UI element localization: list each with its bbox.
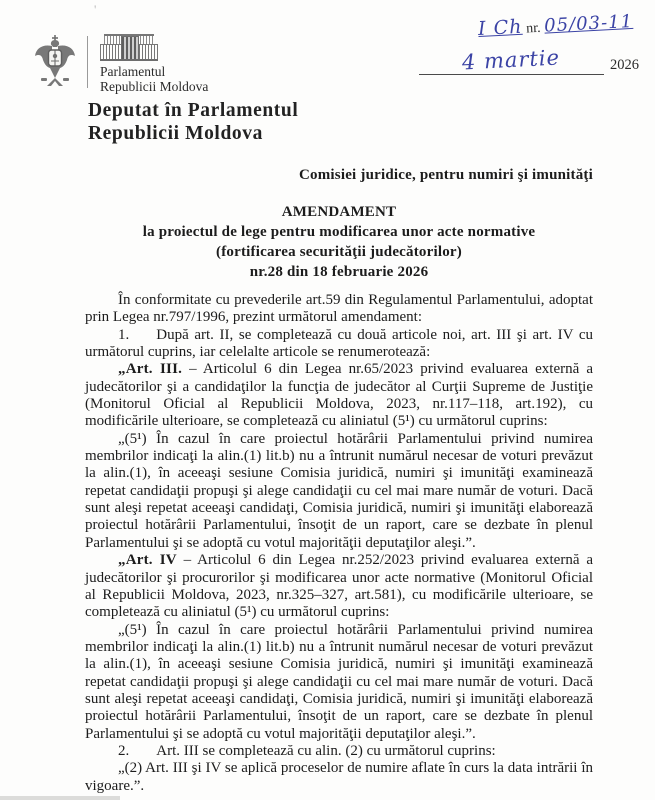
doc-title-line4: nr.28 din 18 februarie 2026 [249, 264, 429, 280]
art-3-lead: „Art. III. [118, 361, 183, 378]
item-1-number: 1. [118, 326, 130, 343]
org-name-line2: Republicii Moldova [100, 79, 209, 94]
item-2-number: 2. [118, 742, 130, 759]
letterhead-divider [87, 36, 88, 88]
item-2-text: Art. III se completează cu alin. (2) cu următorul cuprins: [156, 742, 496, 759]
registration-prefix-handwritten: I Ch [477, 15, 523, 41]
document-body [85, 292, 593, 795]
item-1-paragraph [85, 327, 593, 362]
letterhead-title-line1: Deputat în Parlamentul [88, 100, 299, 121]
scan-edge-artifact [0, 796, 120, 800]
art-4-paragraph [85, 552, 593, 621]
letterhead-title-line2: Republicii Moldova [88, 123, 263, 144]
art-4-text: – Articolul 6 din Legea nr.252/2023 privind evaluarea externă a judecătorilor şi procurorilor şi modificarea unor acte normative (Monitorul Oficial al Republicii Moldova, 2023, nr.325–327, art.581), cu modificările ulterioare, se completează cu aliniatul (5¹) cu următorul cuprins: [85, 552, 593, 621]
art-3-text: – Articolul 6 din Legea nr.65/2023 privind evaluarea externă a judecătorilor şi a candidaţilor la funcţia de judecător al Curţii Supreme de Justiţie (Monitorul Oficial al Republicii Moldova, 2023, nr.117–118, art.192), cu modificările ulterioare, se completează cu aliniatul (5¹) cu următorul cuprins: [85, 361, 593, 430]
doc-title-line2: la proiectul de lege pentru modificarea unor acte normative [142, 224, 536, 240]
doc-title-line3: (fortificarea securităţii judecătorilor) [216, 244, 462, 260]
letterhead-title [88, 99, 298, 145]
year-printed: 2026 [610, 57, 639, 73]
date-handwritten: 4 martie [461, 45, 562, 75]
addressee: Comisiei juridice, pentru numiri şi imunităţi [299, 167, 593, 183]
art-4-lead: „Art. IV [118, 552, 177, 569]
parliament-building-icon [100, 34, 158, 60]
alin-51-paragraph-1: „(5¹) În cazul în care proiectul hotărârii Parlamentului privind numirea membrilor indicaţi la alin.(1) lit.b) nu a întrunit numărul necesar de voturi prevăzut la alin.(1), în aceeaşi sesiune Comisia juridică, numiri şi imunităţi examinează repetat candidaţii propuşi şi alege candidaţii cu cel mai mare număr de voturi. Dacă sunt aleşi repetat aceeaşi candidaţi, Comisia juridică, numiri şi imunităţi elaborează proiectul hotărârii Parlamentului, însoţit de un raport, care se dezbate în plenul Parlamentului şi se adoptă cu votul majorităţii deputaţilor aleşi.”. [85, 430, 593, 551]
document-title-block [85, 202, 593, 282]
art-3-paragraph [85, 361, 593, 430]
letterhead-logo-row [33, 34, 208, 94]
registration-nr-label: nr. [525, 20, 541, 37]
date-line [419, 45, 604, 75]
alin-51-paragraph-2: „(5¹) În cazul în care proiectul hotărârii Parlamentului privind numirea membrilor indicaţi la alin.(1) lit.b) nu a întrunit numărul necesar de voturi prevăzut la alin.(1), în aceeaşi sesiune Comisia juridică, numiri şi imunităţi examinează repetat candidaţii propuşi şi alege candidaţii cu cel mai mare număr de voturi. Dacă sunt aleşi repetat aceeaşi candidaţi, Comisia juridică, numiri şi imunităţi elaborează proiectul hotărârii Parlamentului, însoţit de un raport, care se dezbate în plenul Parlamentului şi se adoptă cu votul majorităţii deputaţilor aleşi.”. [85, 621, 593, 742]
final-paragraph: „(2) Art. III şi IV se aplică proceselor de numire aflate în curs la data intrării în vigoare.”. [85, 760, 593, 794]
org-name-line1: Parlamentul [100, 64, 166, 79]
scan-artifact-mark: ' [94, 2, 97, 17]
registration-number-handwritten: 05/03-11 [543, 10, 634, 37]
item-2-paragraph [85, 743, 593, 760]
item-1-text: După art. II, se completează cu două articole noi, art. III şi art. IV cu următorul cuprins, iar celelalte articole se renumerotează: [85, 326, 593, 361]
moldova-coat-of-arms-icon [33, 34, 77, 90]
doc-title-line1: AMENDAMENT [281, 204, 397, 220]
intro-paragraph: În conformitate cu prevederile art.59 din Regulamentul Parlamentului, adoptat prin Legea nr.797/1996, prezint următorul amendament: [85, 292, 593, 326]
